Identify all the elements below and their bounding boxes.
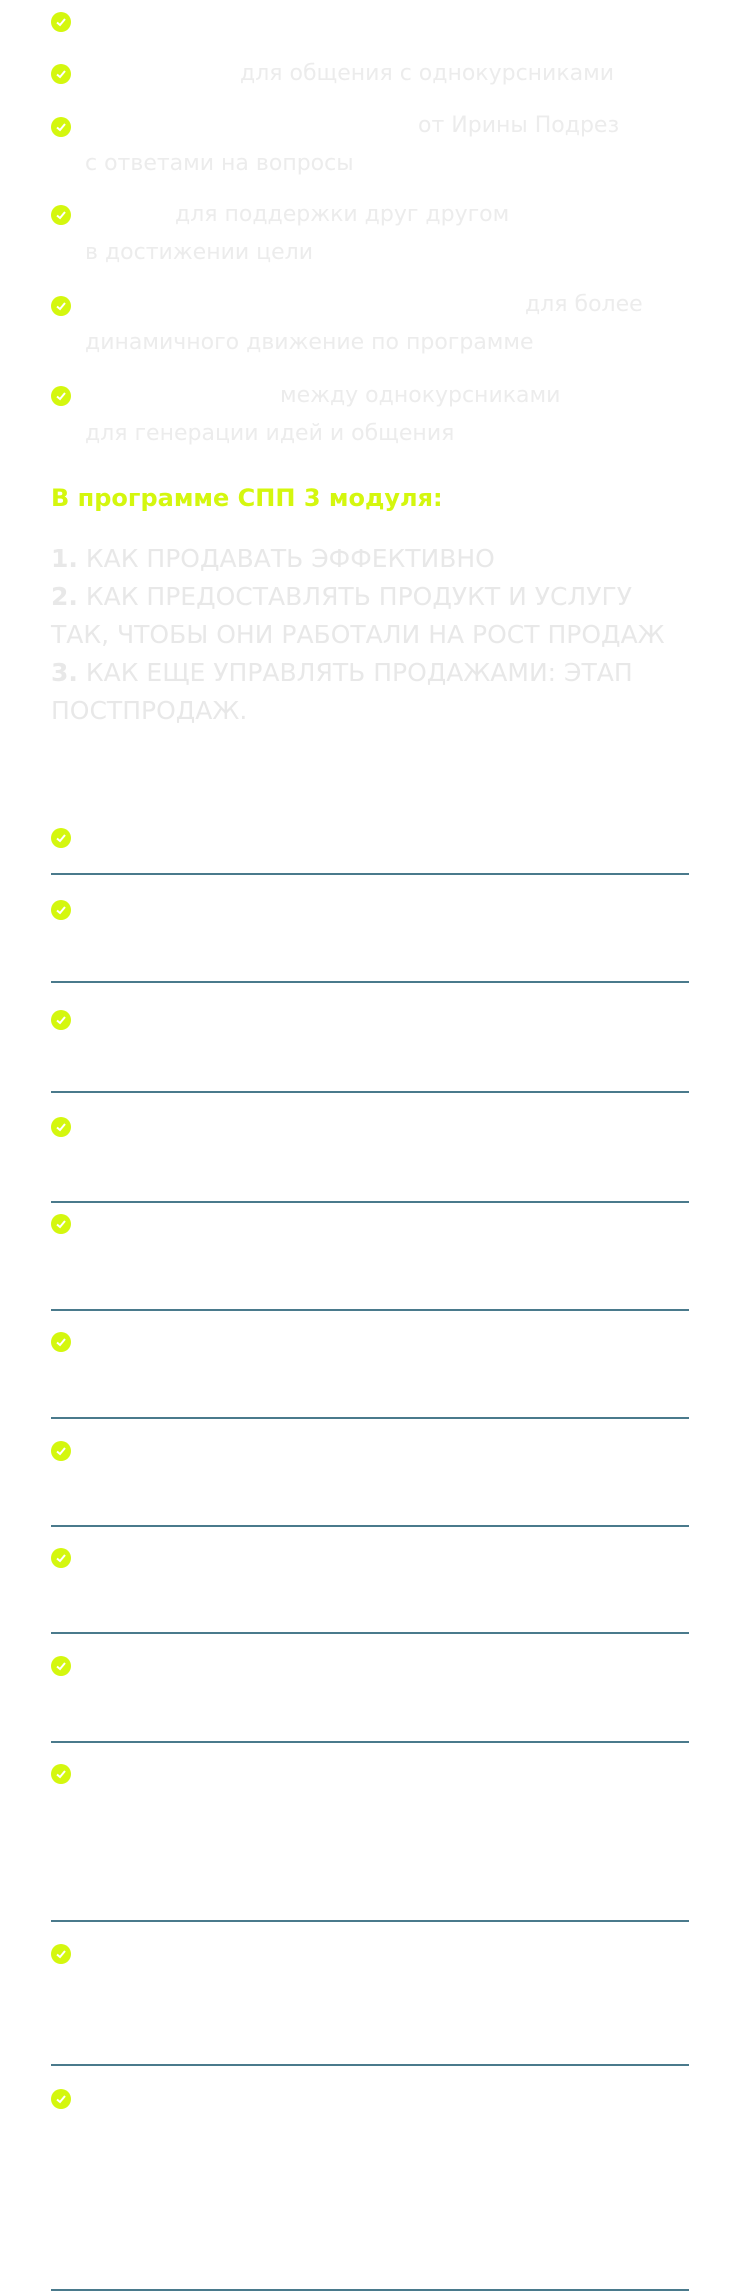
module-number: 1. (51, 544, 78, 573)
program-title: В программе СПП 3 модуля: (51, 484, 443, 512)
divider (51, 873, 689, 875)
divider (51, 981, 689, 983)
module-number: 2. (51, 582, 78, 611)
divider (51, 1525, 689, 1527)
check-badge-icon (51, 828, 71, 848)
check-badge-icon (51, 117, 71, 137)
module-item (51, 654, 691, 730)
check-badge-icon (51, 386, 71, 406)
module-item (51, 578, 691, 654)
divider (51, 2064, 689, 2066)
module-item (51, 540, 691, 578)
check-badge-icon (51, 2089, 71, 2109)
check-badge-icon (51, 1332, 71, 1352)
check-badge-icon (51, 1010, 71, 1030)
check-badge-icon (51, 1656, 71, 1676)
divider (51, 2289, 689, 2291)
divider (51, 1201, 689, 1203)
check-badge-icon (51, 1117, 71, 1137)
check-badge-icon (51, 1548, 71, 1568)
divider (51, 1632, 689, 1634)
feature-text: между однокурсниками для генерации идей и общения (85, 383, 561, 446)
module-text: КАК ПРОДАВАТЬ ЭФФЕКТИВНО (85, 544, 495, 573)
check-badge-icon (51, 12, 71, 32)
check-badge-icon (51, 1944, 71, 1964)
module-text: КАК ЕЩЕ УПРАВЛЯТЬ ПРОДАЖАМИ: ЭТАП ПОСТПРОДАЖ. (51, 658, 633, 725)
feature-text: для общения с однокурсниками (240, 61, 615, 86)
check-badge-icon (51, 900, 71, 920)
feature-text: для поддержки друг другом в достижении цели (85, 202, 510, 265)
module-number: 3. (51, 658, 78, 687)
divider (51, 1920, 689, 1922)
check-badge-icon (51, 1214, 71, 1234)
divider (51, 1741, 689, 1743)
check-badge-icon (51, 296, 71, 316)
feature-text: для более динамичного движение по программе (85, 292, 643, 355)
check-badge-icon (51, 64, 71, 84)
divider (51, 1417, 689, 1419)
program-modules (51, 540, 691, 730)
feature-text: от Ирины Подрез с ответами на вопросы (85, 113, 620, 176)
module-text: КАК ПРЕДОСТАВЛЯТЬ ПРОДУКТ И УСЛУГУ ТАК, ЧТОБЫ ОНИ РАБОТАЛИ НА РОСТ ПРОДАЖ (51, 582, 665, 649)
divider (51, 1091, 689, 1093)
divider (51, 1309, 689, 1311)
check-badge-icon (51, 205, 71, 225)
check-badge-icon (51, 1764, 71, 1784)
check-badge-icon (51, 1441, 71, 1461)
